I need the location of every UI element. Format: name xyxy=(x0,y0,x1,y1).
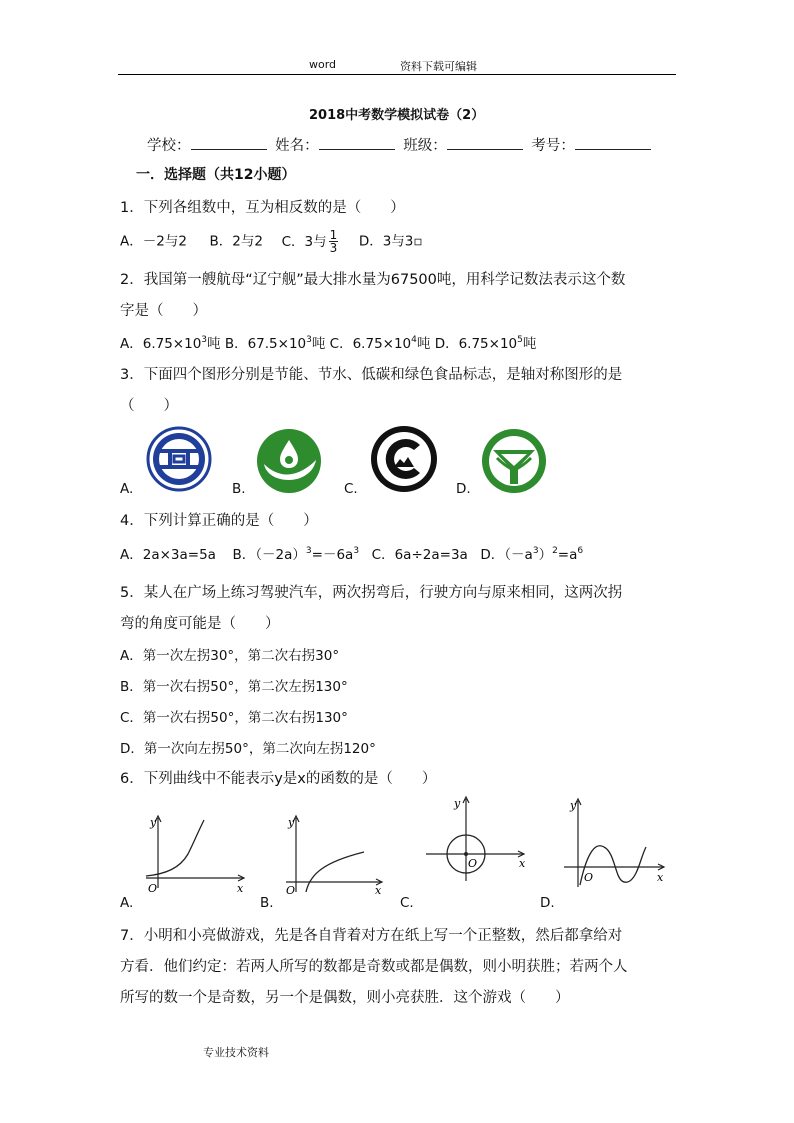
q6-label-a: A. xyxy=(120,895,134,911)
info-line xyxy=(147,134,655,155)
school-label: 学校： xyxy=(147,138,191,154)
q7-line1: 7．小明和小亮做游戏，先是各自背着对方在纸上写一个正整数，然后都拿给对 xyxy=(120,928,623,944)
graph-b xyxy=(280,812,388,896)
origin-label: O xyxy=(468,857,478,870)
q2-option-d: D．$6.75\times 10^5$吨 xyxy=(434,335,537,352)
low-carbon-logo-icon xyxy=(370,425,438,493)
q1-stem: 1．下列各组数中，互为相反数的是（ ） xyxy=(120,200,405,216)
class-label: 班级： xyxy=(403,138,447,154)
q7-line3: 所写的数一个是奇数，另一个是偶数，则小亮获胜．这个游戏（ ） xyxy=(120,990,570,1006)
q2-stem-line2: 字是（ ） xyxy=(120,303,207,319)
water-saving-logo-icon xyxy=(256,428,322,494)
axis-x-label: x xyxy=(519,857,526,870)
number-label: 考号： xyxy=(531,138,575,154)
class-blank[interactable] xyxy=(447,135,523,150)
q2-option-c: C．$6.75\times 10^4$吨 xyxy=(329,335,431,352)
axis-y-label: y xyxy=(150,816,157,829)
q6-label-b: B. xyxy=(260,895,274,911)
graph-d xyxy=(560,795,670,891)
q3-label-b: B. xyxy=(232,481,246,497)
q2-stem-line1: 2．我国第一艘航母“辽宁舰”最大排水量为67500吨，用科学记数法表示这个数 xyxy=(120,272,626,288)
header-left-text: word xyxy=(309,58,337,71)
axis-y-label: y xyxy=(454,797,461,810)
q5-stem-line2: 弯的角度可能是（ ） xyxy=(120,616,280,632)
section-title: 一．选择题（共12小题） xyxy=(136,167,296,183)
q1-option-c: C．3与 $\frac{1}{3}$ xyxy=(281,228,338,255)
footer-text: 专业技术资料 xyxy=(203,1046,269,1059)
q6-stem: 6．下列曲线中不能表示y是x的函数的是（ ） xyxy=(120,771,437,787)
q4-option-b: B．$(-2a)^3=-6a^3$ xyxy=(232,546,360,563)
q4-option-a: A．2a×3a=5a xyxy=(120,547,216,563)
q3-label-d: D. xyxy=(456,481,471,497)
q4-stem: 4．下列计算正确的是（ ） xyxy=(120,513,318,529)
q2-option-a: A．$6.75\times 10^3$吨 xyxy=(120,335,221,352)
axis-x-label: x xyxy=(237,882,244,895)
q4-option-c: C．6a÷2a=3a xyxy=(371,547,468,563)
q7-line2: 方看．他们约定：若两人所写的数都是奇数或都是偶数，则小明获胜；若两个人 xyxy=(120,959,628,975)
q5-stem-line1: 5．某人在广场上练习驾驶汽车，两次拐弯后，行驶方向与原来相同，这两次拐 xyxy=(120,585,623,601)
energy-saving-logo-icon xyxy=(146,426,212,492)
q1-option-b: B．2与2 xyxy=(209,233,263,250)
axis-x-label: x xyxy=(375,884,382,896)
q2-options xyxy=(120,332,536,352)
q5-option-c: C．第一次右拐50°，第二次右拐130° xyxy=(120,710,348,726)
graph-a xyxy=(142,812,250,896)
q2-option-b: B．$67.5\times 10^3$吨 xyxy=(224,335,326,352)
header-right-text: 资料下载可编辑 xyxy=(400,60,477,73)
exam-title: 2018中考数学模拟试卷（2） xyxy=(309,108,485,123)
green-food-logo-icon xyxy=(481,428,547,494)
name-label: 姓名： xyxy=(275,138,319,154)
header-rule xyxy=(118,74,676,75)
origin-label: O xyxy=(286,884,296,896)
q6-label-d: D. xyxy=(540,895,555,911)
q1-option-d: D．3与3▫ xyxy=(358,233,423,250)
q5-option-a: A．第一次左拐30°，第二次右拐30° xyxy=(120,648,340,664)
origin-label: O xyxy=(584,871,594,884)
axis-x-label: x xyxy=(657,871,664,884)
name-blank[interactable] xyxy=(319,135,395,150)
q1-options xyxy=(120,229,423,254)
fraction: $\frac{1}{3}$ xyxy=(329,228,338,255)
q3-label-a: A. xyxy=(120,481,134,497)
graph-c xyxy=(420,793,530,883)
q6-label-c: C. xyxy=(400,895,414,911)
axis-y-label: y xyxy=(288,816,295,829)
school-blank[interactable] xyxy=(191,135,267,150)
number-blank[interactable] xyxy=(575,135,651,150)
q3-label-c: C. xyxy=(344,481,358,497)
q4-options xyxy=(120,543,583,563)
origin-label: O xyxy=(148,882,158,895)
axis-y-label: y xyxy=(570,799,577,812)
q1-option-a: A．－2与2 xyxy=(120,233,187,250)
q5-option-d: D．第一次向左拐50°，第二次向左拐120° xyxy=(120,741,376,757)
q5-option-b: B．第一次右拐50°，第二次左拐130° xyxy=(120,679,348,695)
q3-stem-line2: （ ） xyxy=(120,398,178,414)
q4-option-d: D．$(-a^3)^2=a^6$ xyxy=(480,546,584,563)
q3-stem-line1: 3．下面四个图形分别是节能、节水、低碳和绿色食品标志，是轴对称图形的是 xyxy=(120,367,623,383)
